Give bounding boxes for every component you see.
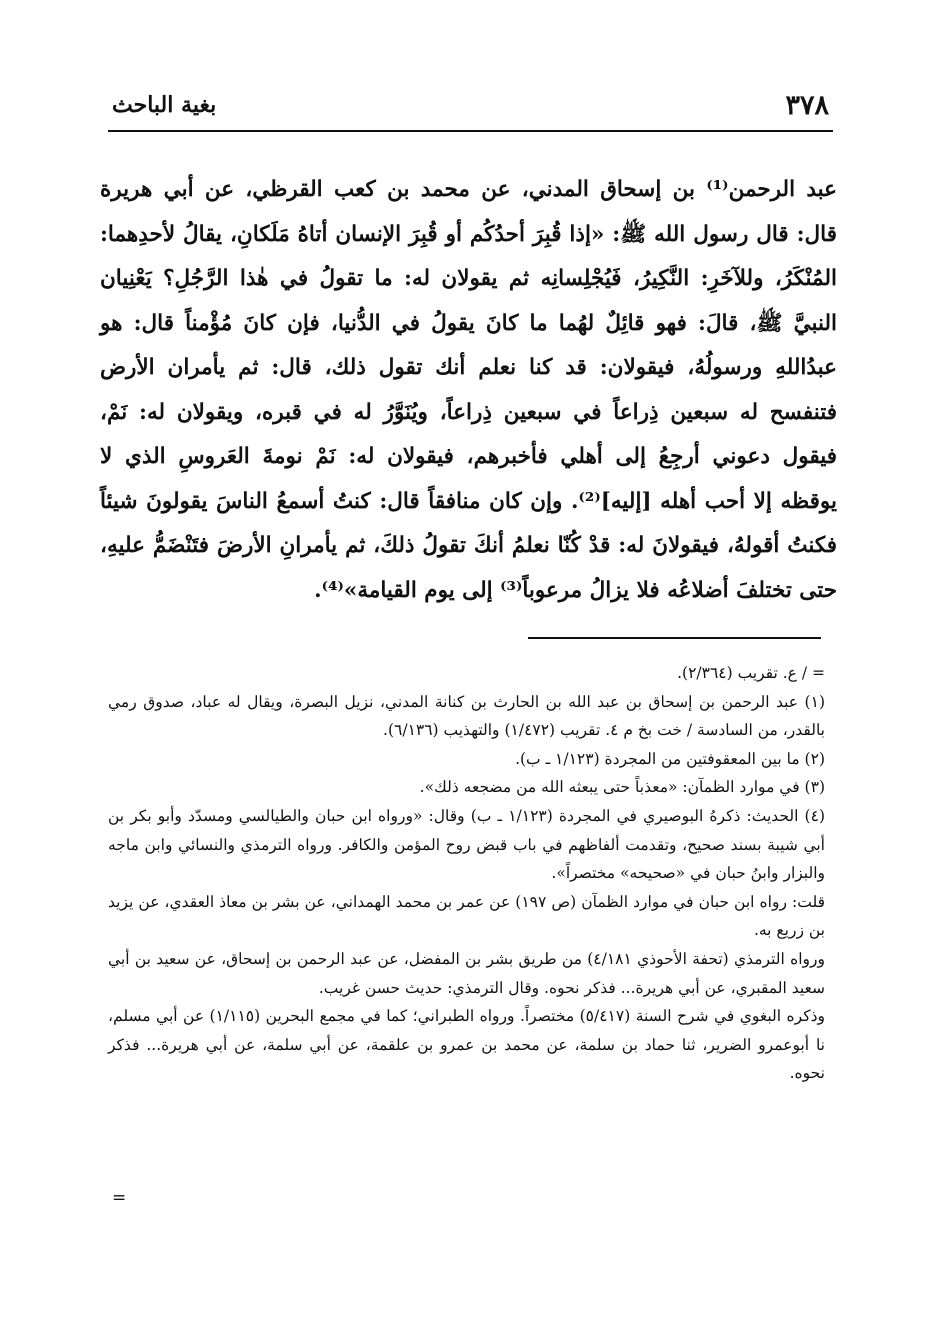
footnote-4: (٤) الحديث: ذكرهُ البوصيري في المجردة (١/١٢٣ ـ ب) وقال: «ورواه ابن حبان والطيالسي ومسدّد وأبو بكر بن أبي شيبة بسند صحيح، وتقدمت ألفاظهم في باب قبض روح المؤمن والكافر. ورواه الترمذي والنسائي وابن ماجه والبزار وابنُ حبان في «صحيحه» مختصراً». <box>108 806 825 883</box>
hadith-paragraph: عبد الرحمن⁽¹⁾ بن إسحاق المدني، عن محمد بن كعب القرظي، عن أبي هريرة قال: قال رسول الله ﷺ: «إذا قُبِرَ أحدُكُم أو قُبِرَ الإنسان أتاهُ مَلَكانِ، يقالُ لأحدِهما: المُنْكَرُ، وللآخَرِ: النَّكِيرُ، فَيُجْلِسانِه ثم يقولان له: ما تقولُ في هٰذا الرَّجُلِ؟ يَعْنِيان النبيَّ ﷺ، قالَ: فهو قائِلٌ لهُما ما كانَ يقولُ في الدُّنيا، فإن كانَ مُؤْمناً قال: هو عبدُاللهِ ورسولُهُ، فيقولان: قد كنا نعلم أنك تقول ذلك، قال: ثم يأمران الأرض فتنفسح له سبعين ذِراعاً في سبعين ذِراعاً، ويُنَوَّرُ له في قبره، ويقولان له: نَمْ، فيقول دعوني أرجِعُ إلى أهلي فأخبرهم، فيقولان له: نَمْ نومةَ العَروسِ الذي لا يوقظه إلا أحب أهله [إليه]⁽²⁾. وإن كان منافقاً قال: كنتُ أسمعُ الناسَ يقولونَ شيئاً فكنتُ أقولهُ، فيقولانَ له: قدْ كُنّا نعلمُ أنكَ تقولُ ذلكَ، ثم يأمرانِ الأرضَ فتَنْضَمُّ عليهِ، حتى تختلفَ أضلاعُه فلا يزالُ مرعوباً⁽³⁾ إلى يوم القيامة»⁽⁴⁾. <box>100 177 837 603</box>
footnote-paragraph-baghawi: وذكره البغوي في شرح السنة (٥/٤١٧) مختصراً. ورواه الطبراني؛ كما في مجمع البحرين (١/١١٥) عن أبي مسلم، نا أبوعمرو الضرير، ثنا حماد بن سلمة، عن محمد بن عمرو بن علقمة، عن أبي سلمة، عن أبي هريرة... فذكر نحوه. <box>108 1007 825 1083</box>
continuation-mark: = <box>112 1188 127 1208</box>
main-text <box>100 168 837 613</box>
page-number: ٣٧٨ <box>785 90 829 121</box>
footnote-1: (١) عبد الرحمن بن إسحاق بن عبد الله بن الحارث بن كنانة المدني، نزيل البصرة، ويقال له عباد، صدوق رمي بالقدر، من السادسة / خت بخ م ٤. تقريب (١/٤٧٢) والتهذيب (٦/١٣٦). <box>108 692 825 740</box>
running-title: بغية الباحث <box>112 92 217 118</box>
footnote-divider <box>528 637 821 639</box>
footnote-3: (٣) في موارد الظمآن: «معذباً حتى يبعثه الله من مضجعه ذلك». <box>419 778 825 797</box>
page-header <box>108 90 833 132</box>
footnote-paragraph-qult: قلت: رواه ابن حبان في موارد الظمآن (ص ١٩٧) عن عمر بن محمد الهمداني، عن بشر بن معاذ العقدي، عن يزيد بن زريع به. <box>108 892 825 940</box>
footnote-continuation: = / ع. تقريب (٢/٣٦٤). <box>677 664 825 682</box>
footnote-2: (٢) ما بين المعقوفتين من المجردة (١/١٢٣ ـ ب). <box>515 749 825 768</box>
footnotes <box>108 659 825 1088</box>
footnote-paragraph-tirmidhi: ورواه الترمذي (تحفة الأحوذي ٤/١٨١) من طريق بشر بن المفضل، عن عبد الرحمن بن إسحاق، عن سعيد بن أبي سعيد المقبري، عن أبي هريرة... فذكر نحوه. وقال الترمذي: حديث حسن غريب. <box>108 949 825 997</box>
